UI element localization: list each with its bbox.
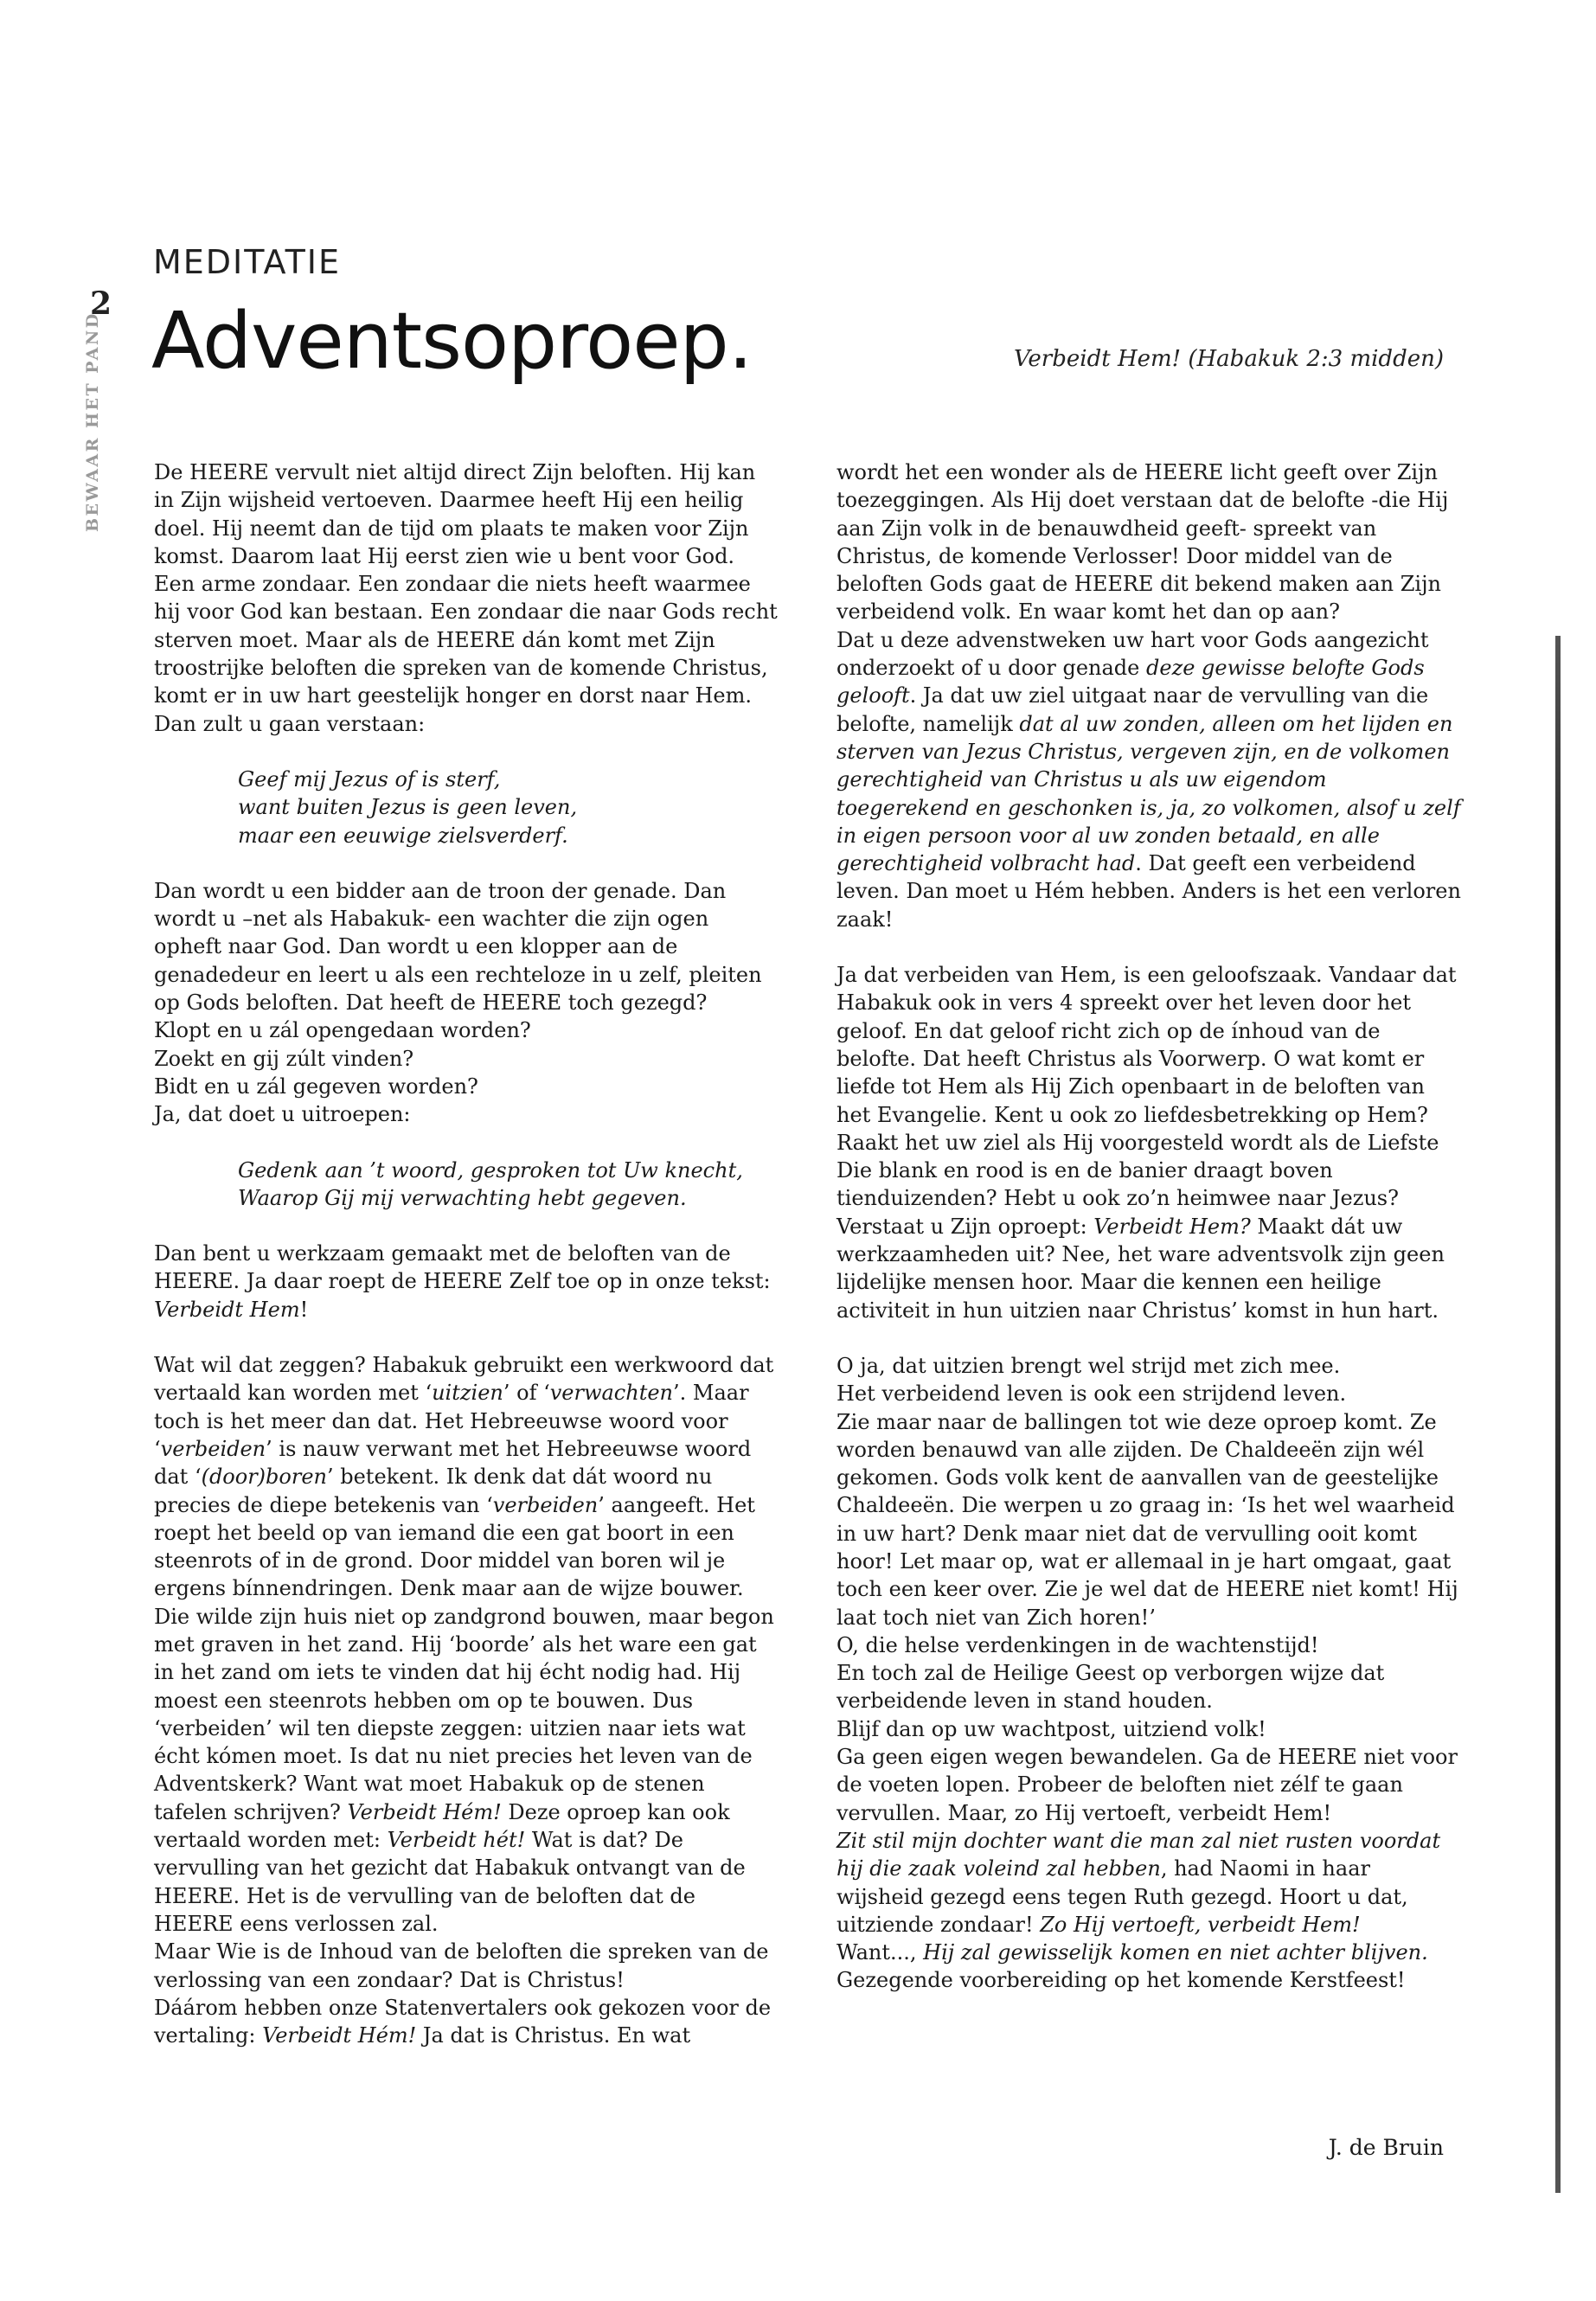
poem-line: want buiten Jezus is geen leven, xyxy=(238,795,578,820)
paragraph xyxy=(154,1994,779,2050)
text-line: Zoekt en gij zúlt vinden? xyxy=(154,1046,414,1071)
motto-text: Verbeidt Hem! (Habakuk 2:3 midden) xyxy=(1014,346,1444,372)
paragraph xyxy=(154,1016,779,1128)
text-line: Bidt en u zál gegeven worden? xyxy=(154,1074,478,1099)
poem-line: Waarop Gij mij verwachting hebt gegeven. xyxy=(238,1185,687,1210)
text: Maakt dát uw werkzaamheden uit? Nee, het ware adventsvolk zijn geen lijdelijke mensen hoor. Maar die kennen een heilige activiteit in hun uitzien naar Christus’ komst in hun hart. xyxy=(836,1214,1445,1323)
left-column xyxy=(154,458,779,2049)
italic-text: verbeiden xyxy=(492,1492,599,1517)
text-line: Ja, dat doet u uitroepen: xyxy=(154,1102,411,1127)
paragraph xyxy=(836,1939,1461,1966)
paragraph: wordt het een wonder als de HEERE licht geeft over Zijn toezeggingen. Als Hij doet verstaan dat de belofte -die Hij aan Zijn volk in de benauwdheid geeft- spreekt van Christus, de komende Verlosser! Door middel van de beloften Gods gaat de HEERE dit bekend maken aan Zijn verbeidend volk. En waar komt het dan op aan? xyxy=(836,460,1449,625)
text: Ja dat verbeiden van Hem, is een geloofszaak. Vandaar dat Habakuk ook in vers 4 spreekt over het leven door het geloof. En dat geloof richt zich op de ínhoud van de belofte. Dat heeft Christus als Voorwerp. O wat komt er liefde tot Hem als Hij Zich openbaart in de beloften van het Evangelie. Kent u ook zo liefdesbetrekking op Hem? Raakt het uw ziel als Hij voorgesteld wordt als de Liefste Die blank en rood is en de banier draagt boven tienduizenden? Hebt u ook zo’n heimwee naar Jezus? Verstaat u Zijn oproept: xyxy=(836,963,1457,1239)
poem-line: Gedenk aan ’t woord, gesproken tot Uw knecht, xyxy=(238,1157,743,1183)
text: Ja dat is Christus. En wat xyxy=(416,2023,691,2048)
paragraph xyxy=(836,961,1461,1324)
text: ! xyxy=(299,1297,309,1322)
right-column xyxy=(836,458,1461,1995)
text: Dat u deze advenstweken uw hart voor Gods aangezicht onderzoekt of u door genade xyxy=(836,627,1429,681)
italic-text: (door)boren xyxy=(201,1465,327,1490)
text: ’ of ‘ xyxy=(503,1381,550,1406)
text-line: Klopt en u zál opengedaan worden? xyxy=(154,1018,531,1043)
scan-edge-bar xyxy=(1555,636,1561,2193)
text: Dáárom hebben onze Statenvertalers ook gekozen voor de vertaling: xyxy=(154,1995,772,2048)
poem-quote xyxy=(238,1157,779,1213)
text: Dan bent u werkzaam gemaakt met de beloften van de HEERE. Ja daar roept de HEERE Zelf toe op in onze tekst: xyxy=(154,1241,771,1294)
text-line: Het verbeidend leven is ook een strijdend leven. xyxy=(836,1381,1347,1407)
paragraph xyxy=(836,1352,1461,1408)
italic-text: Zo Hij vertoeft, verbeidt Hem! xyxy=(1040,1912,1361,1937)
paragraph: De HEERE vervult niet altijd direct Zijn beloften. Hij kan in Zijn wijsheid vertoeven. Daarmee heeft Hij een heilig doel. Hij neemt dan de tijd om plaats te maken voor Zijn komst. Daarom laat Hij eerst zien wie u bent voor God. Een arme zondaar. Een zondaar die niets heeft waarmee hij voor God kan bestaan. Een zondaar die naar Gods recht sterven moet. Maar als de HEERE dán komt met Zijn troostrijke beloften die spreken van de komende Christus, komt er in uw hart geestelijk honger en dorst naar Hem. Dan zult u gaan verstaan: xyxy=(154,460,778,736)
italic-text: Verbeidt Hém! xyxy=(262,2023,417,2048)
text: , had Naomi in haar wijsheid gezegd eens tegen Ruth gezegd. Hoort u dat, uitziende zondaar! xyxy=(836,1856,1408,1937)
paragraph: Ga geen eigen wegen bewandelen. Ga de HEERE niet voor de voeten lopen. Probeer de beloften niet zélf te gaan vervullen. Maar, zo Hij vertoeft, verbeidt Hem! xyxy=(836,1745,1458,1825)
text: . Ja dat uw ziel uitgaat naar de vervulling van die belofte, namelijk xyxy=(836,683,1429,736)
italic-text: Verbeidt Hém! xyxy=(347,1799,502,1824)
italic-text: uitzien xyxy=(432,1381,503,1406)
paragraph xyxy=(836,1827,1461,1939)
text-line: O ja, dat uitzien brengt wel strijd met zich mee. xyxy=(836,1353,1341,1378)
italic-text: verwachten xyxy=(549,1381,674,1406)
text: Wat is dat? De vervulling van het gezicht dat Habakuk ontvangt van de HEERE. Het is de vervulling van de beloften dat de HEERE eens verlossen zal. xyxy=(154,1828,746,1936)
text: ’ betekent. Ik denk dat dát woord nu precies de diepe betekenis van ‘ xyxy=(154,1465,713,1517)
italic-text: dat al uw zonden, alleen om het lijden en sterven van Jezus Christus, vergeven zijn, en de volkomen gerechtigheid van Christus u als uw eigendom toegerekend en geschonken is, ja, zo volkomen, alsof u zelf in eigen persoon voor al uw zonden betaald, en alle gerechtigheid volbracht had xyxy=(836,711,1461,876)
text: ’ aangeeft. Het roept het beeld op van iemand die een gat boort in een steenrots of in de grond. Door middel van boren wil je ergens bínnendringen. Denk maar aan de wijze bouwer. Die wilde zijn huis niet op zandgrond bouwen, maar begon met graven in het zand. Hij ‘boorde’ als het ware een gat in het zand om iets te vinden dat hij écht nodig had. Hij moest een steenrots hebben om op te bouwen. Dus ‘verbeiden’ wil ten diepste zeggen: uitzien naar iets wat écht kómen moet. Is dat nu niet precies het leven van de Adventskerk? Want wat moet Habakuk op de stenen tafelen schrijven? xyxy=(154,1492,774,1824)
italic-text: deze gewisse belofte Gods gelooft xyxy=(836,656,1425,708)
paragraph xyxy=(154,1240,779,1324)
paragraph: Gezegende voorbereiding op het komende Kerstfeest! xyxy=(836,1968,1406,1993)
paragraph: O, die helse verdenkingen in de wachtenstijd! xyxy=(836,1632,1319,1657)
text: Deze oproep kan ook vertaald worden met: xyxy=(154,1799,730,1853)
section-label: MEDITATIE xyxy=(153,243,341,281)
poem-line: maar een eeuwige zielsverderf. xyxy=(238,823,568,848)
side-label: BEWAAR HET PAND xyxy=(83,311,102,532)
poem-line: Geef mij Jezus of is sterf, xyxy=(238,766,501,792)
italic-text: verbeiden xyxy=(160,1436,266,1461)
text: Want..., xyxy=(836,1940,924,1965)
author-signature: J. de Bruin xyxy=(1328,2135,1444,2160)
italic-text: Verbeidt Hem xyxy=(154,1297,300,1322)
italic-text: Verbeidt hét! xyxy=(387,1828,526,1853)
italic-text: Hij zal gewisselijk komen en niet achter blijven. xyxy=(923,1940,1428,1965)
italic-text: Zit stil mijn dochter want die man zal niet rusten voordat hij die zaak voleind zal hebben xyxy=(836,1828,1441,1881)
paragraph: Zie maar naar de ballingen tot wie deze oproep komt. Ze worden benauwd van alle zijden. De Chaldeeën zijn wél gekomen. Gods volk kent de aanvallen van de geestelijke Chaldeeën. Die werpen u zo graag in: ‘Is het wel waarheid in uw hart? Denk maar niet dat de vervulling ooit komt hoor! Let maar op, wat er allemaal in je hart omgaat, gaat toch een keer over. Zie je wel dat de HEERE niet komt! Hij laat toch niet van Zich horen!’ xyxy=(836,1409,1458,1630)
paragraph: Dan wordt u een bidder aan de troon der genade. Dan wordt u –net als Habakuk- een wachter die zijn ogen opheft naar God. Dan wordt u een klopper aan de genadedeur en leert u als een rechteloze in u zelf, pleiten op Gods beloften. Dat heeft de HEERE toch gezegd? xyxy=(154,878,762,1016)
page-title: Adventsoproep. xyxy=(151,296,753,387)
italic-text: Verbeidt Hem? xyxy=(1093,1214,1251,1239)
paragraph: En toch zal de Heilige Geest op verborgen wijze dat verbeidende leven in stand houden. xyxy=(836,1661,1385,1714)
text: . Dat geeft een verbeidend leven. Dan moet u Hém hebben. Anders is het een verloren zaak! xyxy=(836,851,1461,932)
text: Wat wil dat zeggen? Habakuk gebruikt een werkwoord dat vertaald kan worden met ‘ xyxy=(154,1353,774,1406)
text: ’ is nauw verwant met het Hebreeuwse woord dat ‘ xyxy=(154,1436,752,1490)
text: ’. Maar toch is het meer dan dat. Het Hebreeuwse woord voor ‘ xyxy=(154,1381,749,1461)
paragraph: Maar Wie is de Inhoud van de beloften die spreken van de verlossing van een zondaar? Dat is Christus! xyxy=(154,1939,769,1992)
paragraph xyxy=(154,1351,779,1938)
page-number: 2 xyxy=(90,285,112,322)
paragraph: Blijf dan op uw wachtpost, uitziend volk! xyxy=(836,1716,1266,1741)
poem-quote xyxy=(238,766,779,849)
paragraph xyxy=(836,626,1461,933)
